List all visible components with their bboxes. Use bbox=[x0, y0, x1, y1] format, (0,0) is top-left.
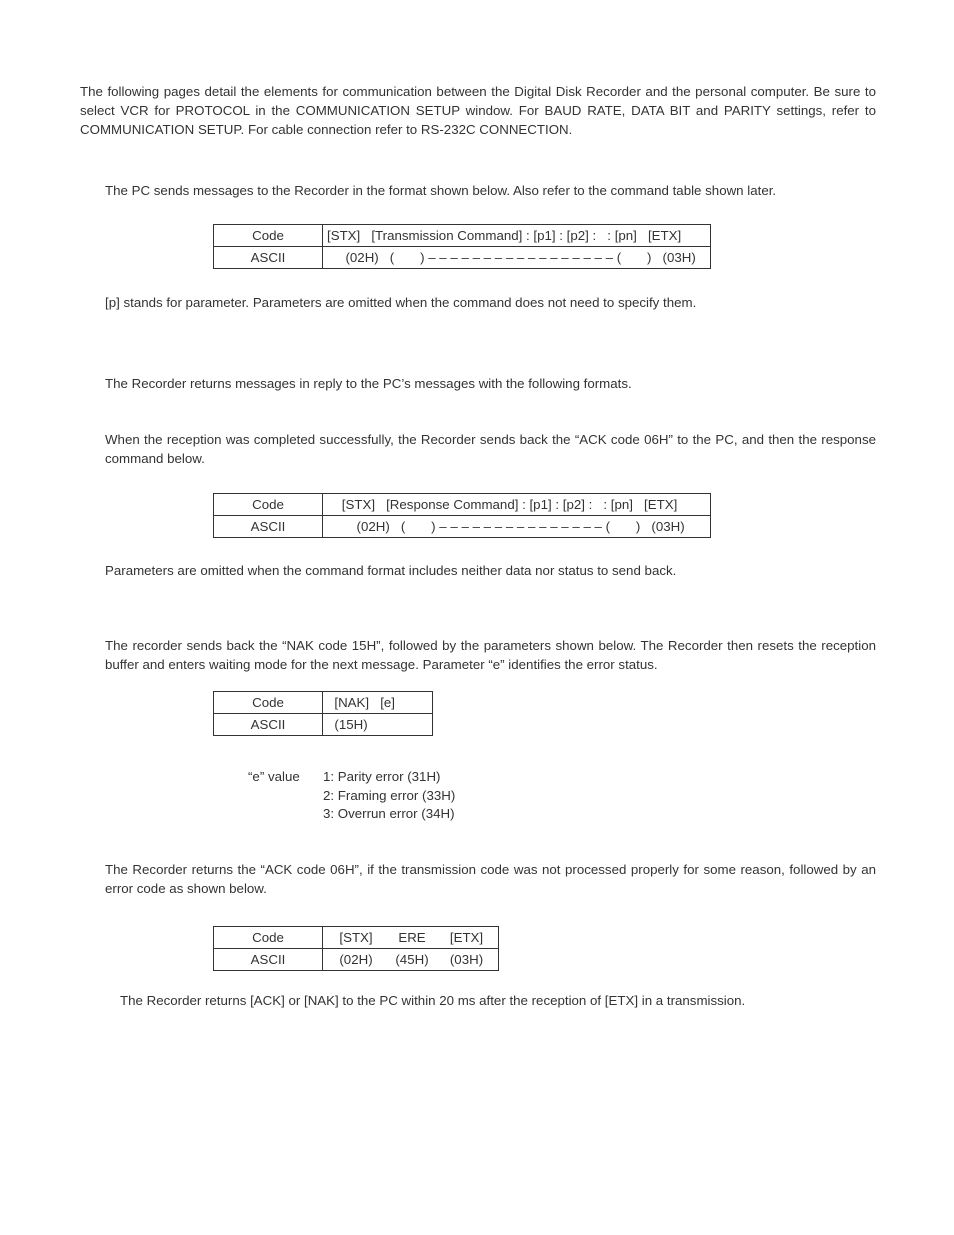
e-value-label: “e” value bbox=[248, 769, 300, 784]
transmission-format-table bbox=[213, 224, 711, 269]
row-label-ascii: ASCII bbox=[214, 714, 323, 736]
intro-paragraph: The following pages detail the elements for communication between the Digital Disk Recorder and the personal computer. Be sure to select VCR for PROTOCOL in the COMMUNICATION SETUP window. For BAUD RATE, DATA BIT and PARITY settings, refer to COMMUNICATION SETUP. For cable connection refer to RS-232C CONNECTION. bbox=[80, 84, 876, 137]
e-value-item: 1: Parity error (31H) bbox=[323, 769, 441, 784]
nak-format-table bbox=[213, 691, 433, 736]
ack-note: Parameters are omitted when the command format includes neither data nor status to send back. bbox=[105, 563, 677, 578]
row-value-code: [STX] [Transmission Command] : [p1] : [p2] : : [pn] [ETX] bbox=[323, 225, 711, 247]
recorder-return-paragraph: The Recorder returns messages in reply to the PC’s messages with the following formats. bbox=[105, 376, 632, 391]
table-row bbox=[214, 714, 433, 736]
row-value-ascii: (02H) ( ) – – – – – – – – – – – – – – – ( ) (03H) bbox=[323, 516, 711, 538]
table-row bbox=[214, 692, 433, 714]
table-row bbox=[214, 494, 711, 516]
error-paragraph: The Recorder returns the “ACK code 06H”, if the transmission code was not processed properly for some reason, followed by an error code as shown below. bbox=[105, 862, 876, 896]
cell-ere: ERE bbox=[389, 927, 435, 949]
cell-02h: (02H) bbox=[323, 949, 390, 971]
error-format-table bbox=[213, 926, 499, 971]
e-value-item: 2: Framing error (33H) bbox=[323, 788, 456, 803]
row-label-ascii: ASCII bbox=[214, 516, 323, 538]
table-row bbox=[214, 516, 711, 538]
nak-paragraph: The recorder sends back the “NAK code 15H”, followed by the parameters shown below. The Recorder then resets the reception buffer and enters waiting mode for the next message. Parameter “e” identifies the error status. bbox=[105, 638, 876, 672]
cell-45h: (45H) bbox=[389, 949, 435, 971]
row-label-ascii: ASCII bbox=[214, 247, 323, 269]
e-value-item: 3: Overrun error (34H) bbox=[323, 806, 455, 821]
parameter-note: [p] stands for parameter. Parameters are omitted when the command does not need to specify them. bbox=[105, 295, 697, 310]
table-row bbox=[214, 247, 711, 269]
row-value-ascii: (02H) ( ) – – – – – – – – – – – – – – – – – ( ) (03H) bbox=[323, 247, 711, 269]
table-row bbox=[214, 927, 499, 949]
row-value-ascii: (15H) bbox=[323, 714, 433, 736]
row-label-code: Code bbox=[214, 225, 323, 247]
ack-paragraph: When the reception was completed successfully, the Recorder sends back the “ACK code 06H” to the PC, and then the response command below. bbox=[105, 432, 876, 466]
cell-etx: [ETX] bbox=[435, 927, 499, 949]
row-label-code: Code bbox=[214, 494, 323, 516]
cell-03h: (03H) bbox=[435, 949, 499, 971]
row-label-code: Code bbox=[214, 927, 323, 949]
row-label-ascii: ASCII bbox=[214, 949, 323, 971]
response-format-table bbox=[213, 493, 711, 538]
cell-stx: [STX] bbox=[323, 927, 390, 949]
table-row bbox=[214, 949, 499, 971]
table-row bbox=[214, 225, 711, 247]
row-value-code: [STX] [Response Command] : [p1] : [p2] : : [pn] [ETX] bbox=[323, 494, 711, 516]
row-value-code: [NAK] [e] bbox=[323, 692, 433, 714]
pc-send-paragraph: The PC sends messages to the Recorder in the format shown below. Also refer to the command table shown later. bbox=[105, 183, 777, 198]
row-label-code: Code bbox=[214, 692, 323, 714]
timing-note: The Recorder returns [ACK] or [NAK] to the PC within 20 ms after the reception of [ETX] in a transmission. bbox=[120, 993, 746, 1008]
